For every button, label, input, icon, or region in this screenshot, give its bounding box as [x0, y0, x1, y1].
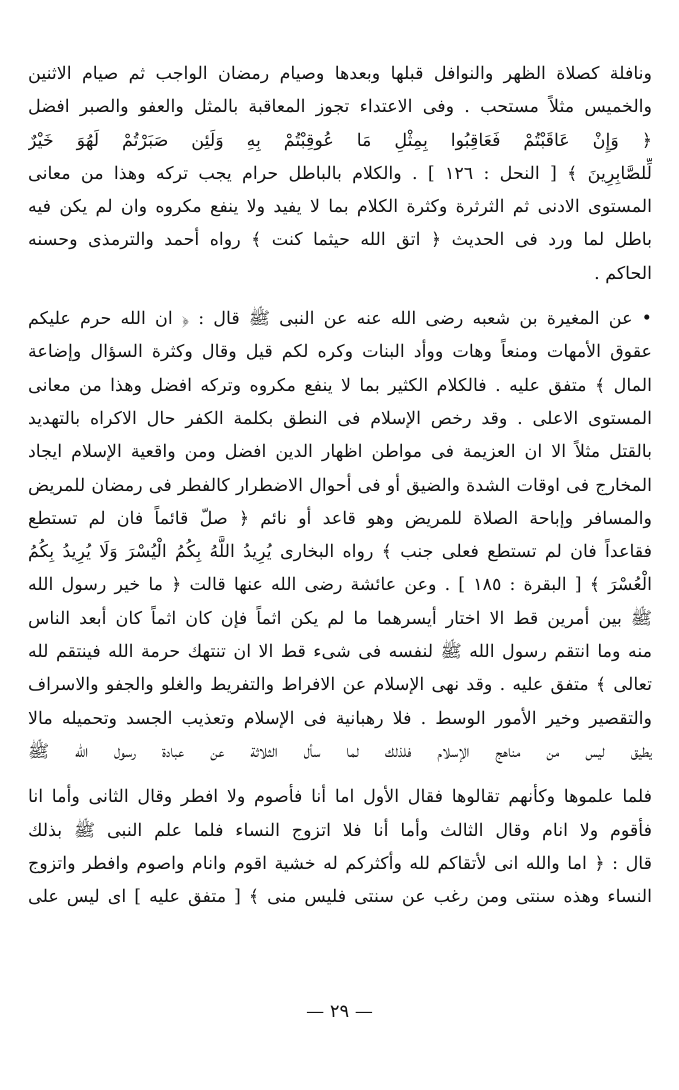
- text-line: والمسافر وإباحة الصلاة للمريض وهو قاعد أو نائم ﴿ صلّ قائماً فان لم تستطع: [28, 508, 652, 529]
- text-line: فلما علموها وكأنهم تقالوها فقال الأول اما أنا فأصوم ولا افطر وقال الثانى وأما انا: [28, 787, 652, 808]
- paragraph-gap: [28, 769, 652, 781]
- text-line: فأقوم ولا انام وقال الثالث وأما أنا فلا اتزوج النساء فلما علم النبى ﷺ بذلك: [28, 820, 652, 841]
- text-line: النساء وهذه سنتى ومن رغب عن سنتى فليس منى ﴾ [ متفق عليه ] اى ليس على: [28, 887, 652, 908]
- text-line: والتقصير وخير الأمور الوسط . فلا رهبانية فى الإسلام وتعذيب الجسد وتحميله مالا: [28, 708, 652, 729]
- text-line: الْعُسْرَ ﴾ [ البقرة : ١٨٥ ] . وعن عائشة رضى الله عنها قالت ﴿ ما خير رسول الله: [28, 575, 652, 596]
- text-line: باطل لما ورد فى الحديث ﴿ اتق الله حيثما كنت ﴾ رواه أحمد والترمذى وحسنه: [28, 230, 652, 251]
- text-line: والخميس مثلاً مستحب . وفى الاعتداء تجوز المعاقبة بالمثل والعفو والصبر افضل: [28, 97, 652, 118]
- text-line: المخارج فى اوقات الشدة والضيق أو فى أحوال الاضطرار كالفطر فى رمضان للمريض: [28, 475, 652, 496]
- text-line: لِّلصَّابِرِينَ ﴾ [ النحل : ١٢٦ ] . والكلام بالباطل حرام يجب تركه وهذا من معانى: [28, 163, 652, 184]
- paragraph-1: [28, 58, 652, 291]
- text-line: ﷺ بين أمرين قط الا اختار أيسرهما ما لم يكن اثماً فإن كان اثماً كان أبعد الناس: [28, 608, 652, 629]
- paragraph-3: [28, 781, 652, 914]
- text-line: بالقتل مثلاً الا ان العزيمة فى مواطن اظهار الدين افضل ومن واقعية الإسلام ايجاد: [28, 442, 652, 463]
- text-line: فقاعداً فان لم تستطع فعلى جنب ﴾ رواه البخارى يُرِيدُ اللَّهُ بِكُمُ الْيُسْرَ وَلَا يُرِيدُ بِكُمُ: [28, 542, 652, 563]
- paragraph-2: [28, 303, 652, 769]
- text-line: منه وما انتقم رسول الله ﷺ لنفسه فى شىء قط الا ان تنتهك حرمة الله فينتقم لله: [28, 642, 652, 663]
- text-line: يطيق ليس من مناهج الإسلام فلذلك لما سأل الثلاثة عن عبادة رسول الله ﷺ: [28, 741, 652, 762]
- page-body: [28, 58, 652, 914]
- text-line: الحاكم .: [594, 263, 652, 284]
- text-line: المستوى الاعلى . وقد رخص الإسلام فى النطق بكلمة الكفر حال الاكراه بالتهديد: [28, 408, 652, 429]
- page-number: — ٢٩ —: [306, 1001, 373, 1022]
- text-line: المستوى الادنى ثم الثرثرة وكثرة الكلام بما لا يفيد ولا ينفع مكروه وان لم يكن فيه: [28, 197, 652, 218]
- text-line: • عن المغيرة بن شعبه رضى الله عنه عن النبى ﷺ قال : ﴿ ان الله حرم عليكم: [28, 309, 652, 330]
- text-line: قال : ﴿ اما والله انى لأتقاكم لله وأكثركم له خشية اقوم وانام واصوم وافطر واتزوج: [28, 853, 652, 874]
- text-line: ﴿ وَإِنْ عَاقَبْتُمْ فَعَاقِبُوا بِمِثْلِ مَا عُوقِبْتُمْ بِهِ وَلَئِن صَبَرْتُمْ لَهُوَ خَيْرٌ: [28, 130, 652, 151]
- text-line: عقوق الأمهات ومنعاً وهات ووأد البنات وكره لكم قيل وقال وكثرة السؤال وإضاعة: [28, 342, 652, 363]
- text-line: المال ﴾ متفق عليه . فالكلام الكثير بما لا ينفع مكروه وتركه افضل وهذا من معانى: [28, 375, 652, 396]
- text-line: تعالى ﴾ متفق عليه . وقد نهى الإسلام عن الافراط والتفريط والغلو والجفو والاسراف: [28, 675, 652, 696]
- paragraph-gap: [28, 291, 652, 303]
- text-line: ونافلة كصلاة الظهر والنوافل قبلها وبعدها وصيام رمضان الواجب ثم صيام الاثنين: [28, 64, 652, 84]
